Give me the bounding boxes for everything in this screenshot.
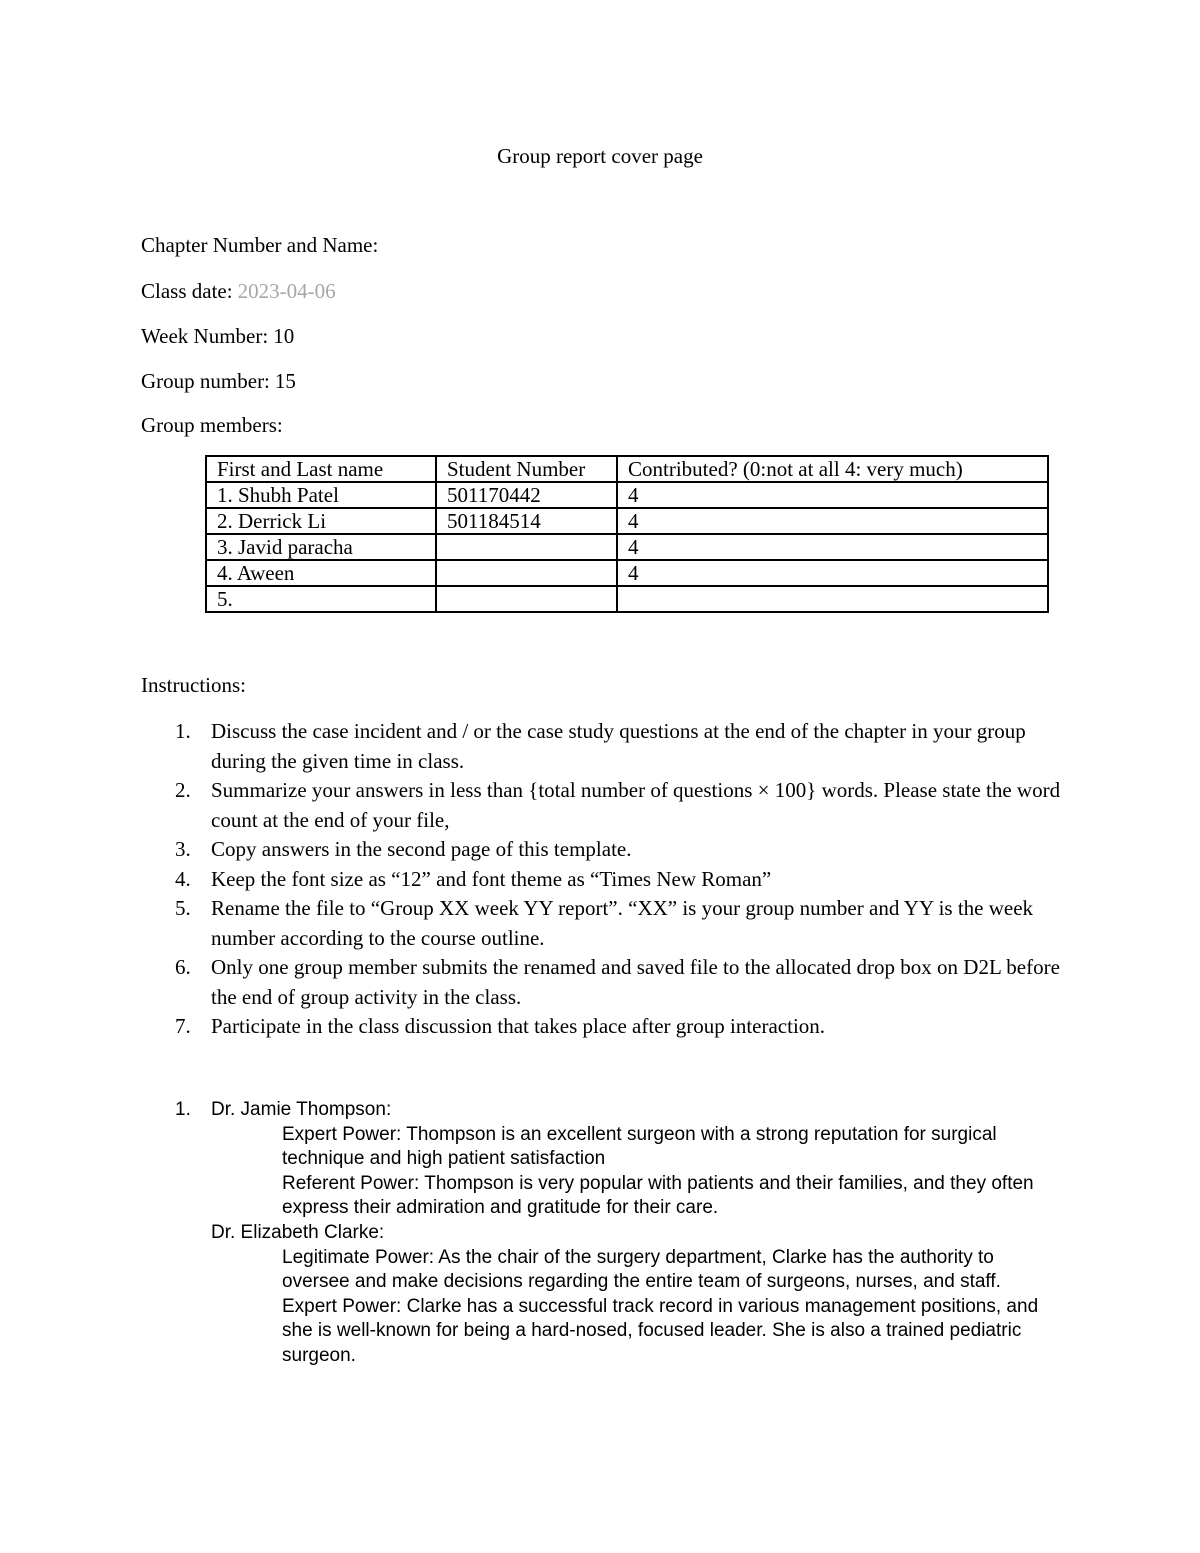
- answer-person-name: [141, 1098, 1061, 1123]
- power-description: Legitimate Power: As the chair of the surgery department, Clarke has the authority to oversee and make decisions regarding the entire team of surgeons, nurses, and staff.: [282, 1246, 1001, 1293]
- power-description: Referent Power: Thompson is very popular with patients and their families, and they often express their admiration and gratitude for their care.: [282, 1172, 1034, 1219]
- person-name: Dr. Jamie Thompson:: [211, 1099, 392, 1120]
- page-title: Group report cover page: [497, 144, 703, 168]
- list-item-number: 7.: [175, 1014, 191, 1038]
- student-number-cell: [436, 534, 617, 560]
- group-number-value: 15: [274, 369, 296, 393]
- contribution-cell: [617, 586, 1048, 612]
- week-number-label: Week Number:: [141, 324, 269, 348]
- member-name-cell: 1. Shubh Patel: [206, 482, 436, 508]
- list-item: [141, 835, 1061, 865]
- list-item-text: Summarize your answers in less than {total number of questions × 100} words. Please state the word count at the end of your file,: [211, 778, 1061, 832]
- member-name-cell: 5.: [206, 586, 436, 612]
- table-row: [206, 482, 1048, 508]
- contribution-cell: 4: [617, 508, 1048, 534]
- student-number-cell: 501170442: [436, 482, 617, 508]
- class-date-value: 2023-04-06: [237, 279, 336, 303]
- list-item-text: Only one group member submits the renamed and saved file to the allocated drop box on D2L before the end of group activity in the class.: [211, 955, 1060, 1009]
- list-item-text: Copy answers in the second page of this template.: [211, 837, 632, 861]
- student-number-cell: [436, 586, 617, 612]
- group-number-label: Group number:: [141, 369, 270, 393]
- table-header-row: [206, 456, 1048, 482]
- list-item-number: 3.: [175, 837, 191, 861]
- list-item-text: Participate in the class discussion that takes place after group interaction.: [211, 1014, 826, 1038]
- chapter-label: Chapter Number and Name:: [141, 233, 379, 257]
- table-row: [206, 560, 1048, 586]
- group-members-field: [141, 413, 283, 438]
- list-item-number: 6.: [175, 955, 191, 979]
- answer-number: 1.: [175, 1099, 191, 1120]
- contribution-cell: 4: [617, 482, 1048, 508]
- week-number-field: [141, 324, 294, 349]
- header-cell-student-number: Student Number: [436, 456, 617, 482]
- list-item: [141, 953, 1061, 1012]
- header-cell-contributed: Contributed? (0:not at all 4: very much): [617, 456, 1048, 482]
- instructions-list: [141, 717, 1061, 1042]
- list-item: [141, 1012, 1061, 1042]
- list-item-text: Rename the file to “Group XX week YY report”. “XX” is your group number and YY is the week number according to the course outline.: [211, 896, 1034, 950]
- contribution-cell: 4: [617, 560, 1048, 586]
- list-item-number: 4.: [175, 866, 191, 891]
- student-number-cell: 501184514: [436, 508, 617, 534]
- chapter-field: [141, 233, 383, 258]
- instructions-heading: Instructions:: [141, 673, 246, 697]
- header-cell-name: First and Last name: [206, 456, 436, 482]
- answers-section: [141, 1098, 1061, 1369]
- person-name: Dr. Elizabeth Clarke:: [211, 1221, 385, 1243]
- week-number-value: 10: [273, 324, 295, 348]
- student-number-cell: [436, 560, 617, 586]
- member-name-cell: 2. Derrick Li: [206, 508, 436, 534]
- table-row: [206, 586, 1048, 612]
- table-row: [206, 534, 1048, 560]
- list-item-number: 2.: [175, 778, 191, 802]
- answer-person-name: [141, 1221, 1061, 1246]
- power-description: Expert Power: Clarke has a successful track record in various management positions, and she is well-known for being a hard-nosed, focused leader. She is also a trained pediatric surgeon.: [282, 1295, 1039, 1366]
- class-date-field: [141, 279, 336, 304]
- contribution-cell: 4: [617, 534, 1048, 560]
- group-number-field: [141, 369, 296, 394]
- list-item-text: Keep the font size as “12” and font theme as “Times New Roman”: [211, 866, 772, 891]
- class-date-label: Class date:: [141, 279, 233, 303]
- group-members-table: [205, 455, 1049, 613]
- list-item-number: 1.: [175, 719, 191, 743]
- group-members-label: Group members:: [141, 413, 283, 437]
- list-item: [141, 776, 1061, 835]
- list-item-number: 5.: [175, 896, 191, 920]
- member-name-cell: 4. Aween: [206, 560, 436, 586]
- list-item-text: Discuss the case incident and / or the case study questions at the end of the chapter in your group during the given time in class.: [211, 719, 1026, 773]
- list-item: [141, 865, 1061, 895]
- list-item: [141, 717, 1061, 776]
- list-item: [141, 894, 1061, 953]
- power-description: Expert Power: Thompson is an excellent surgeon with a strong reputation for surgical technique and high patient satisfaction: [282, 1123, 997, 1170]
- member-name-cell: 3. Javid paracha: [206, 534, 436, 560]
- table-row: [206, 508, 1048, 534]
